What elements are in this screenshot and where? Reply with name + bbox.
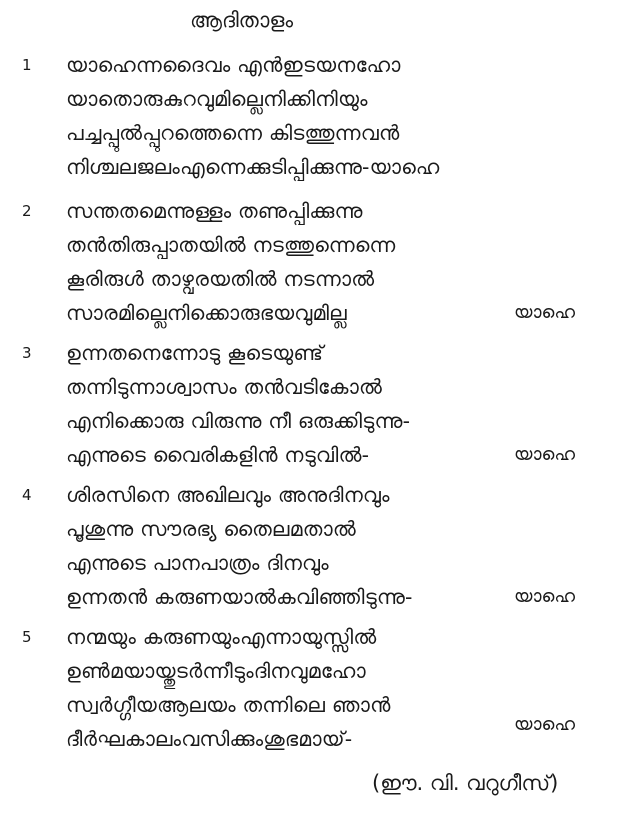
verse-line: പച്ചപ്പുൽപ്പുറത്തെന്നെ കിടത്തുന്നവൻ [66, 121, 400, 145]
verse-line: എന്നുടെ വൈരികളിൻ നടുവിൽ- [66, 443, 370, 467]
verse-number: 3 [22, 344, 32, 362]
verse-number: 1 [22, 56, 32, 74]
verse-line: സാരമില്ലെനിക്കൊരുഭയവുമില്ല [66, 301, 347, 325]
refrain-label: യാഹെ [514, 586, 576, 607]
verse-line: ശിരസിനെ അഖിലവും അനുദിനവും [66, 483, 390, 507]
refrain-label: യാഹെ [514, 302, 576, 323]
verse-number: 2 [22, 202, 32, 220]
verse-line: തൻതിരുപ്പാതയിൽ നടത്തുന്നെന്നെ [66, 233, 396, 257]
verse-line: തന്നിടുന്നാശ്വാസം തൻവടികോൽ [66, 375, 383, 399]
verse-number: 5 [22, 628, 32, 646]
verse-line: ഉന്നതനെന്നോടു കൂടെയുണ്ട് [66, 341, 324, 365]
verse-line: നിശ്ചലജലംഎന്നെക്കുടിപ്പിക്കുന്നു-യാഹെ [66, 155, 440, 179]
verse-line: പൂശുന്നു സൗരഭ്യ തൈലമതാൽ [66, 517, 356, 541]
author-credit: (ഈ. വി. വറുഗീസ്) [372, 771, 559, 795]
verse-line: സ്വർഗ്ഗീയആലയം തന്നിലെ ഞാൻ [66, 693, 391, 717]
verse-number: 4 [22, 486, 32, 504]
verse-line: നന്മയും കരുണയുംഎന്നായുസ്സിൽ [66, 625, 377, 649]
verse-line: സന്തതമെന്നുള്ളം തണുപ്പിക്കുന്നു [66, 199, 363, 223]
verse-line: യാതൊരുകുറവുമില്ലെനിക്കിനിയും [66, 87, 368, 111]
song-title: ആദിതാളം [190, 8, 294, 32]
refrain-label: യാഹെ [514, 714, 576, 735]
verse-line: യാഹെന്നദൈവം എൻഇടയനഹോ [66, 53, 401, 77]
verse-line: എനിക്കൊരു വിരുന്നു നീ ഒരുക്കിടുന്നു- [66, 409, 411, 433]
verse-line: ദീർഘകാലംവസിക്കുംശുഭമായ്- [66, 727, 353, 751]
verse-line: കൂരിരുൾ താഴ്വരയതിൽ നടന്നാൽ [66, 267, 375, 291]
verse-line: ഉന്നതൻ കരുണയാൽകവിഞ്ഞിടുന്നു- [66, 585, 413, 609]
verse-line: ഉൺമയായ്തുടർന്നീടുംദിനവുമഹോ [66, 659, 366, 683]
verse-line: എന്നുടെ പാനപാത്രം ദിനവും [66, 551, 329, 575]
refrain-label: യാഹെ [514, 444, 576, 465]
